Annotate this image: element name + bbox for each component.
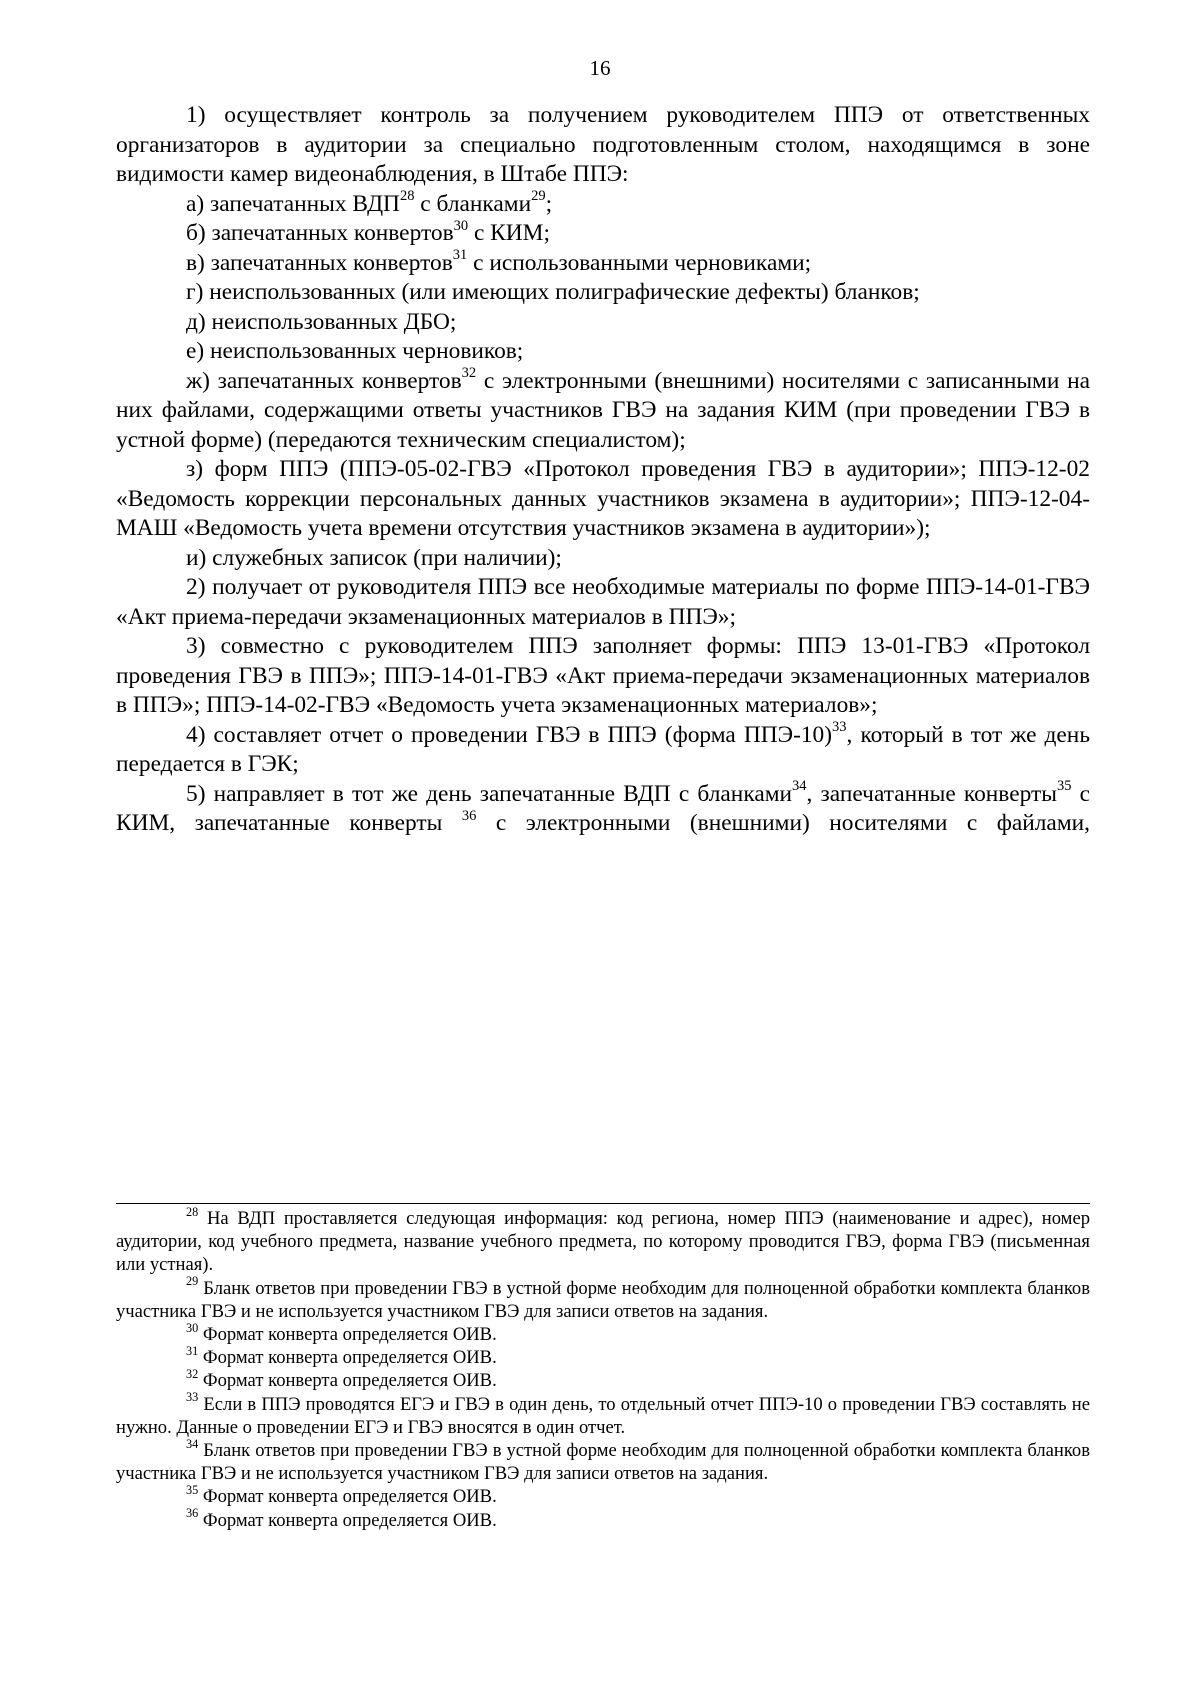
text-run: с КИМ; [468,220,550,246]
footnote-fn28 [116,1204,1090,1277]
text-run: Формат конверта определяется ОИВ. [198,1486,497,1508]
text-run: г) неиспользованных (или имеющих полиграфические дефекты) бланков; [186,279,920,305]
text-run: в) запечатанных конвертов [186,249,453,276]
footnote-fn36 [116,1506,1090,1532]
paragraph-p4 [116,721,1090,780]
footnote-ref: 30 [453,217,469,234]
footnote-ref: 29 [531,188,546,205]
paragraph-b [116,219,1090,249]
footnote-ref: 31 [186,1343,199,1358]
paragraph-p2 [116,573,1090,632]
footnote-ref: 28 [399,188,415,205]
paragraph-d [116,308,1090,338]
footnote-ref: 36 [461,807,477,824]
paragraph-v [116,249,1090,279]
text-run: Формат конверта определяется ОИВ. [198,1324,497,1346]
text-run: с электронными (внешними) носителями с записанными на них файлами, содержащими ответы участников ГВЭ на задания КИМ (при проведении ГВЭ в устной форме) (передаются техническим специалистом); [116,367,1091,453]
paragraph-p3 [116,632,1090,721]
text-run: 1) осуществляет контроль за получением руководителем ППЭ от ответственных организаторов в аудитории за специально подготовленным столом, находящимся в зоне видимости камер видеонаблюдения, в Штабе ППЭ: [116,102,1090,187]
main-text [116,101,1090,839]
footnote-ref: 32 [461,365,477,382]
text-run: а) запечатанных ВДП [186,190,400,217]
text-run: ; [545,190,553,217]
text-run: 4) составляет отчет о проведении ГВЭ в ППЭ (форма ППЭ-10) [186,721,833,748]
text-run: с использованными черновиками; [467,249,812,276]
text-run: с бланками [414,190,532,217]
footnote-ref: 28 [186,1204,199,1219]
footnote-fn32 [116,1369,1090,1392]
text-run: с КИМ, запечатанные конверты [116,780,1090,836]
footnote-fn33 [116,1390,1090,1439]
footnote-fn35 [116,1485,1090,1508]
text-run: На ВДП проставляется следующая информация: код региона, номер ППЭ (наименование и адрес), номер аудитории, код учебного предмета, название учебного предмета, по которому проводится ГВЭ, форма ГВЭ (письменная или устная). [116,1208,1090,1276]
text-run: Формат конверта определяется ОИВ. [198,1370,497,1392]
paragraph-a [116,190,1090,220]
text-run: д) неиспользованных ДБО; [186,308,457,335]
text-run: 2) получает от руководителя ППЭ все необходимые материалы по форме ППЭ-14-01-ГВЭ «Акт приема-передачи экзаменационных материалов в ППЭ»; [116,574,1090,630]
footnote-fn34 [116,1436,1090,1485]
footnote-fn30 [116,1320,1090,1346]
paragraph-i [116,544,1090,574]
paragraph-zh [116,367,1090,456]
footnote-ref: 32 [186,1367,199,1382]
footnote-ref: 33 [186,1390,199,1405]
footnote-ref: 34 [792,778,807,795]
text-run: с электронными (внешними) носителями с файлами, [476,810,1090,836]
text-run: , запечатанные конверты [806,780,1057,807]
paragraph-p1 [116,101,1090,190]
text-run: Если в ППЭ проводятся ЕГЭ и ГВЭ в один день, то отдельный отчет ППЭ-10 о проведении ГВЭ составлять не нужно. Данные о проведении ЕГЭ и ГВЭ вносятся в один отчет. [116,1393,1090,1438]
text-run: з) форм ППЭ (ППЭ-05-02-ГВЭ «Протокол проведения ГВЭ в аудитории»; ППЭ-12-02 «Ведомость коррекции персональных данных участников экзамена в аудитории»; ППЭ-12-04-МАШ «Ведомость учета времени отсутствия участников экзамена в аудитории»); [116,456,1090,541]
footnote-ref: 35 [1056,778,1072,795]
footnote-ref: 30 [186,1320,199,1335]
paragraph-g [116,278,1090,308]
text-run: Бланк ответов при проведении ГВЭ в устной форме необходим для полноценной обработки комплекта бланков участника ГВЭ и не используется участником ГВЭ для записи ответов на задания. [116,1277,1090,1322]
text-run: б) запечатанных конвертов [186,220,454,246]
footnote-ref: 29 [186,1274,199,1289]
text-run: 3) совместно с руководителем ППЭ заполняет формы: ППЭ 13-01-ГВЭ «Протокол проведения ГВЭ в ППЭ»; ППЭ-14-01-ГВЭ «Акт приема-передачи экзаменационных материалов в ППЭ»; ППЭ-14-02-ГВЭ «Ведомость учета экзаменационных материалов»; [116,633,1090,718]
text-run: ж) запечатанных конвертов [186,367,462,394]
footnote-separator [116,1203,1090,1204]
text-run: Бланк ответов при проведении ГВЭ в устной форме необходим для полноценной обработки комплекта бланков участника ГВЭ и не используется участником ГВЭ для записи ответов на задания. [116,1440,1090,1485]
paragraph-e [116,337,1090,367]
text-run: е) неиспользованных черновиков; [186,338,524,364]
footnote-ref: 33 [832,719,847,736]
page-number: 16 [589,56,611,80]
text-run: Формат конверта определяется ОИВ. [198,1509,497,1531]
text-run: Формат конверта определяется ОИВ. [198,1347,497,1369]
footnote-ref: 35 [186,1483,199,1498]
paragraph-p5 [116,780,1090,839]
text-run: и) служебных записок (при наличии); [186,544,562,571]
footnote-fn29 [116,1274,1090,1323]
paragraph-z [116,455,1090,544]
footnotes [116,1204,1090,1532]
footnote-ref: 36 [186,1506,199,1521]
footnote-fn31 [116,1343,1090,1369]
footnote-ref: 34 [186,1436,199,1451]
text-run: 5) направляет в тот же день запечатанные ВДП с бланками [186,780,793,807]
text-run: , который в тот же день передается в ГЭК; [116,721,1090,777]
footnote-ref: 31 [452,247,468,264]
